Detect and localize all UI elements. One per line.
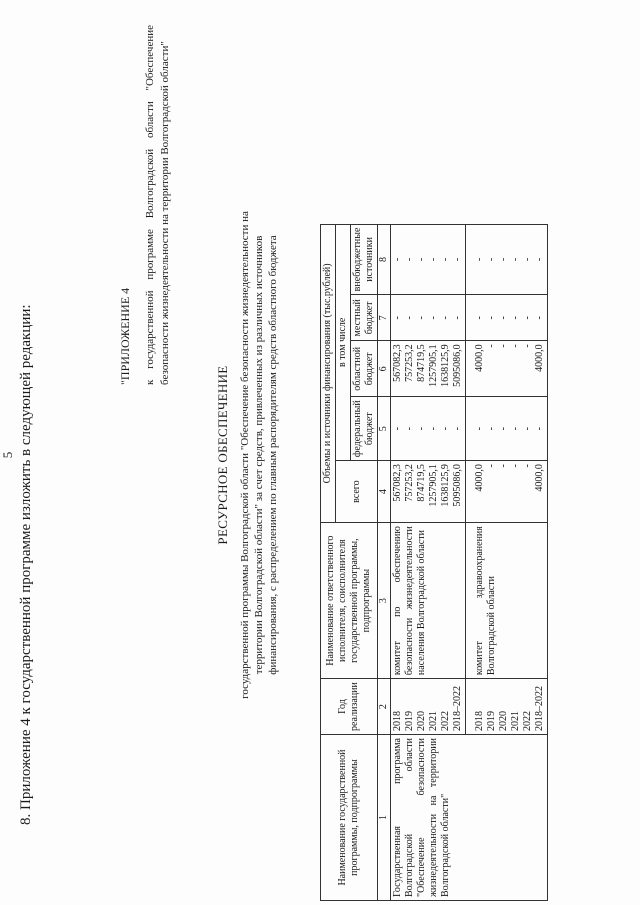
federal-cell [466,397,548,461]
local-value: - [392,316,403,320]
column-number-row [378,224,391,900]
total-cell [466,461,548,523]
federal-value: - [498,427,509,431]
executor-cell: комитет здравоохранения Волгоградской области [466,523,548,679]
local-value: - [510,316,521,320]
resource-title: РЕСУРСНОЕ ОБЕСПЕЧЕНИЕ [215,365,230,545]
federal-value: - [474,427,485,431]
column-number: 4 [378,461,391,523]
regional-value: 5095086,0 [452,344,463,387]
extra-value: - [474,257,485,262]
header-total: всего [336,461,378,523]
year-value: 2019 [486,711,497,731]
regional-value: 757253,2 [404,344,415,382]
extra-value: - [440,257,451,262]
table-row [391,224,466,900]
header-volumes: Объемы и источники финансирования (тыс.рублей) [321,224,336,523]
extra-value: - [428,257,439,262]
regional-value: - [498,344,509,348]
year-value: 2021 [428,711,439,731]
extra-cell [391,224,466,295]
years-cell [466,679,548,735]
year-value: 2020 [416,711,427,731]
local-value: - [428,316,439,320]
header-executor: Наименование ответственного исполнителя, соисполнителя государственной программы, подпрограммы [321,523,378,679]
column-number: 8 [378,224,391,295]
extra-value: - [452,257,463,262]
header-federal: федеральный бюджет [351,397,378,461]
year-value: 2018 [392,711,403,731]
total-value: 5095086,0 [452,464,463,507]
extra-value: - [416,257,427,262]
executor-cell: комитет по обеспечению безопасности жизнедеятельности населения Волгоградской области [391,523,466,679]
year-value: 2021 [510,711,521,731]
federal-value: - [522,427,533,431]
regional-value: - [510,344,521,348]
column-number: 1 [378,735,391,901]
local-value: - [416,316,427,320]
appendix-reference: к государственной программе Волгоградской области "Обеспечение безопасности жизнедеятельности на территории Волгоградской области" [144,25,171,385]
total-value: 4000,0 [474,464,485,492]
local-value: - [452,316,463,320]
year-value: 2022 [522,711,533,731]
federal-value: - [440,427,451,431]
extra-value: - [404,257,415,262]
total-value: 1638125,9 [440,464,451,507]
federal-value: - [404,427,415,431]
column-number: 5 [378,397,391,461]
year-value: 2022 [440,711,451,731]
header-regional: областной бюджет [351,341,378,397]
total-value: - [510,464,521,468]
regional-cell [466,341,548,397]
federal-value: - [392,427,403,431]
extra-value: - [534,257,545,262]
regional-value: - [522,344,533,348]
federal-value: - [428,427,439,431]
federal-value: - [452,427,463,431]
regional-value: 1638125,9 [440,344,451,387]
federal-cell [391,397,466,461]
header-extra: внебюджетные источники [351,224,378,295]
extra-cell [466,224,548,295]
local-value: - [474,316,485,320]
total-value: 1257905,1 [428,464,439,507]
regional-value: 4000,0 [474,344,485,372]
regional-cell [391,341,466,397]
year-value: 2018–2022 [534,686,545,731]
local-cell [466,295,548,341]
extra-value: - [498,257,509,262]
extra-value: - [486,257,497,262]
federal-value: - [486,427,497,431]
resource-subtitle: государственной программы Волгоградской области "Обеспечение безопасности жизнедеятельности на территории Волгоградской области" за счет средств, привлеченных из различных источников финансирования, с распределением по главным распорядителям средств областного бюджета [239,211,279,699]
funding-table [320,224,548,901]
header-local: местный бюджет [351,295,378,341]
extra-value: - [392,257,403,262]
year-value: 2018–2022 [452,686,463,731]
total-value: - [486,464,497,468]
appendix-title: "ПРИЛОЖЕНИЕ 4 [118,287,132,385]
total-value: 757253,2 [404,464,415,502]
years-cell [391,679,466,735]
column-number: 6 [378,341,391,397]
total-value: 4000,0 [534,464,545,492]
local-value: - [498,316,509,320]
year-value: 2020 [498,711,509,731]
total-value: 874719,5 [416,464,427,502]
extra-value: - [522,257,533,262]
year-value: 2019 [404,711,415,731]
regional-value: - [486,344,497,348]
local-value: - [404,316,415,320]
local-value: - [522,316,533,320]
local-cell [391,295,466,341]
federal-value: - [534,427,545,431]
local-value: - [440,316,451,320]
local-value: - [534,316,545,320]
total-cell [391,461,466,523]
total-value: - [498,464,509,468]
total-value: - [522,464,533,468]
column-number: 3 [378,523,391,679]
federal-value: - [416,427,427,431]
page-number: 5 [0,451,15,459]
column-number: 2 [378,679,391,735]
federal-value: - [510,427,521,431]
regional-value: 1257905,1 [428,344,439,387]
header-including: в том числе [336,224,351,461]
header-year: Год реализации [321,679,378,735]
total-value: 567082,3 [392,464,403,502]
extra-value: - [510,257,521,262]
regional-value: 874719,5 [416,344,427,382]
local-value: - [486,316,497,320]
column-number: 7 [378,295,391,341]
regional-value: 4000,0 [534,344,545,372]
amendment-heading: 8. Приложение 4 к государственной программе изложить в следующей редакции: [18,304,34,825]
program-name-cell: Государственная программа Волгоградской области "Обеспечение безопасности жизнедеятельности на территории Волгоградской области" [391,735,548,901]
regional-value: 567082,3 [392,344,403,382]
header-program-name: Наименование государственной программы, подпрограммы [321,735,378,901]
year-value: 2018 [474,711,485,731]
